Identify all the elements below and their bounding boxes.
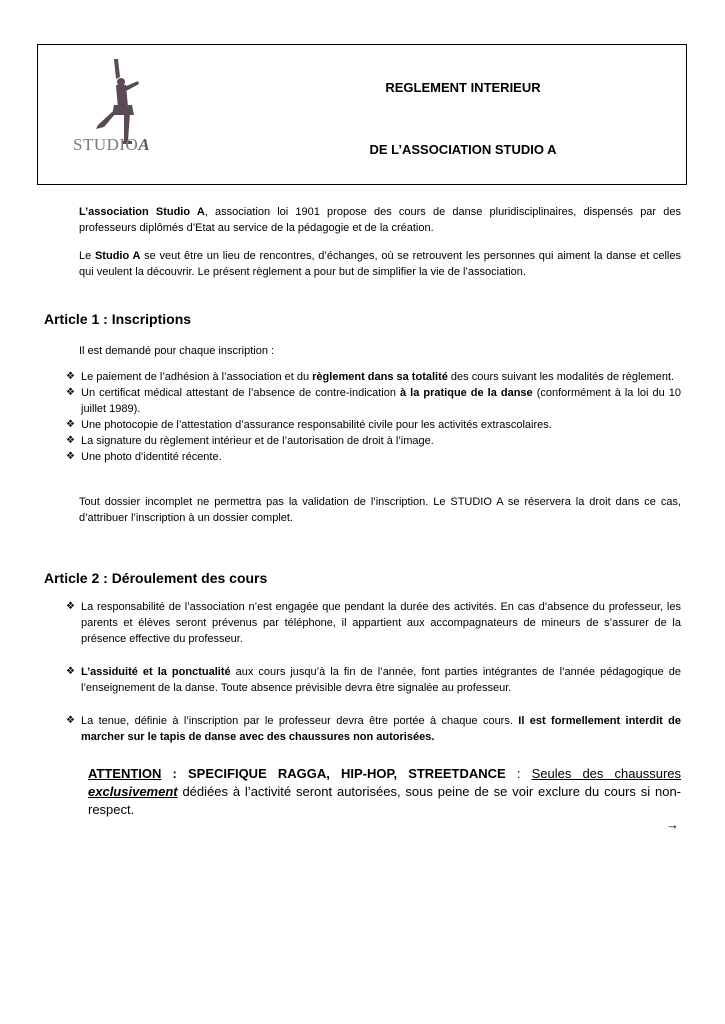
diamond-bullet-icon: ❖ xyxy=(66,419,75,430)
diamond-bullet-icon: ❖ xyxy=(66,666,75,677)
list-item: ❖ La signature du règlement intérieur et de l’autorisation de droit à l’image. xyxy=(66,435,434,447)
studio-logo-text: STUDIOA xyxy=(73,135,151,154)
article-2-item-3 xyxy=(66,713,681,745)
attention-notice: ATTENTION : SPECIFIQUE RAGGA, HIP-HOP, STREETDANCE : Seules des chaussures exclusivement dédiées à l’activité seront autorisées, sous peine de se voir exclure du cours si non-respect. xyxy=(88,766,682,817)
diamond-bullet-icon: ❖ xyxy=(66,371,75,382)
diamond-bullet-icon: ❖ xyxy=(66,387,75,398)
article-1-footer: Tout dossier incomplet ne permettra pas la validation de l’inscription. Le STUDIO A se réservera la droit dans ce cas, d’attribuer l’inscription à un dossier complet. xyxy=(79,496,681,524)
intro-paragraph-1: L’association Studio A, association loi 1901 propose des cours de danse pluridisciplinaires, dispensés par des professeurs diplômés d’Etat au service de la pédagogie et de la création. xyxy=(79,206,681,234)
diamond-bullet-icon: ❖ xyxy=(66,451,75,462)
page-title: REGLEMENT INTERIEUR xyxy=(385,80,541,95)
article-1-list xyxy=(66,369,681,465)
list-item: ❖ Un certificat médical attestant de l’absence de contre-indication à la pratique de la danse (conformément à la loi du 10 juillet 1989). xyxy=(66,387,681,415)
list-item: ❖ Le paiement de l’adhésion à l’association et du règlement dans sa totalité des cours suivant les modalités de règlement. xyxy=(66,371,675,383)
list-item: ❖ La tenue, définie à l’inscription par le professeur devra être portée à chaque cours. Il est formellement interdit de marcher sur le tapis de danse avec des chaussures non autorisées. xyxy=(66,715,681,743)
article-1-lead: Il est demandé pour chaque inscription : xyxy=(79,345,275,357)
list-item: ❖ La responsabilité de l’association n’est engagée que pendant la durée des activités. En cas d’absence du professeur, les parents et élèves seront prévenus par téléphone, il appartient aux accompagnateurs de mineurs de s’assurer de la présence effective du professeur. xyxy=(66,601,681,645)
intro-paragraph-2: Le Studio A se veut être un lieu de rencontres, d’échanges, où se retrouvent les personnes qui aiment la danse et celles qui veulent la découvrir. Le présent règlement a pour but de simplifier la vie de l’association. xyxy=(79,250,681,278)
article-2-item-2 xyxy=(66,664,681,696)
diamond-bullet-icon: ❖ xyxy=(66,601,75,612)
list-item: ❖ L’assiduité et la ponctualité aux cours jusqu’à la fin de l’année, font parties intégrantes de l’année pédagogique de l’enseignement de la danse. Toute absence prévisible devra être signalée au professeur. xyxy=(66,666,681,694)
article-2-heading: Article 2 : Déroulement des cours xyxy=(44,570,268,586)
article-2-item-1 xyxy=(66,599,681,647)
diamond-bullet-icon: ❖ xyxy=(66,435,75,446)
header-box xyxy=(37,44,687,185)
list-item: ❖ Une photocopie de l’attestation d’assurance responsabilité civile pour les activités extrascolaires. xyxy=(66,419,552,431)
next-page-arrow-icon: → xyxy=(666,817,679,832)
diamond-bullet-icon: ❖ xyxy=(66,715,75,726)
article-1-heading: Article 1 : Inscriptions xyxy=(44,311,192,327)
list-item: ❖ Une photo d’identité récente. xyxy=(66,451,222,463)
page-subtitle: DE L’ASSOCIATION STUDIO A xyxy=(369,142,557,157)
